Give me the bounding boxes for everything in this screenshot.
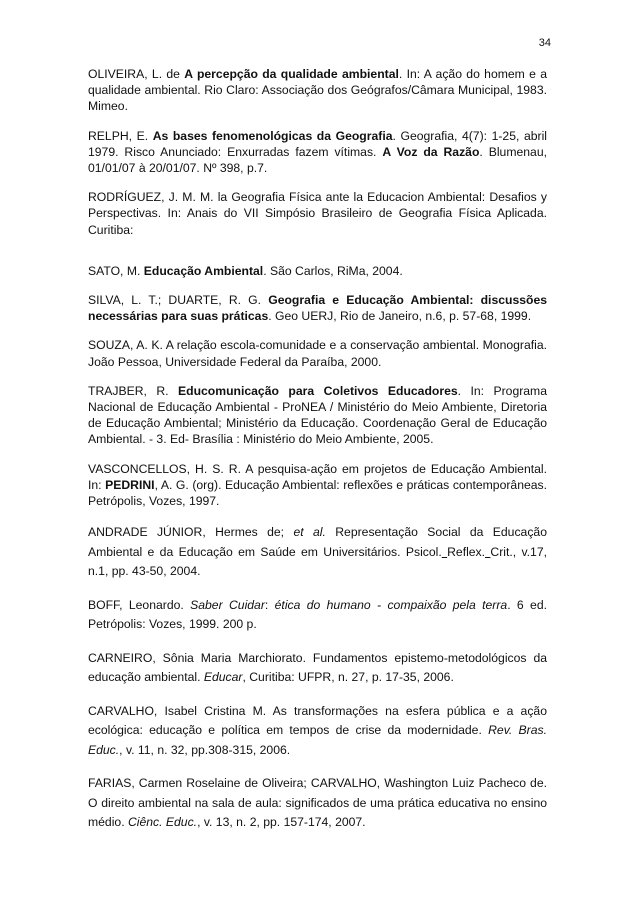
reference-text: CARVALHO, Isabel Cristina M. As transformações na esfera pública e a ação ecológica: educação e política em tempos de crise da modernidade. (88, 703, 547, 738)
reference-entry (88, 66, 547, 115)
reference-text: SILVA, L. T.; DUARTE, R. G. (88, 293, 269, 308)
reference-text: SATO, M. (88, 263, 144, 278)
reference-text: BOFF, Leonardo. (88, 597, 191, 612)
reference-text: . In: A ação do homem e a qualidade ambiental. Rio Claro: Associação dos Geógrafos/Câmara Municipal, 1983. Mimeo. (88, 67, 547, 114)
reference-entry (88, 596, 547, 635)
reference-text: ANDRADE JÚNIOR, Hermes de; (88, 525, 294, 540)
reference-text: RELPH, E. (88, 128, 153, 143)
reference-entry (88, 523, 547, 582)
reference-text: FARIAS, Carmen Roselaine de Oliveira; CARVALHO, Washington Luiz Pacheco de. O direito ambiental na sala de aula: significados de uma prática educativa no ensino médio. (88, 776, 547, 830)
reference-text: , Curitiba: UFPR, n. 27, p. 17-35, 2006. (242, 670, 454, 685)
reference-text: Representação Social da Educação Ambiental e da Educação em Saúde em Universitários. Psicol. (88, 525, 547, 559)
reference-text: TRAJBER, R. (88, 383, 179, 398)
reference-text: VASCONCELLOS, H. S. R. A pesquisa-ação em projetos de Educação Ambiental. In: (88, 461, 547, 492)
reference-text: . Geo UERJ, Rio de Janeiro, n.6, p. 57-68, 1999. (268, 309, 532, 324)
reference-text: As bases fenomenológicas da Geografia (152, 128, 393, 143)
reference-entry (88, 189, 547, 238)
reference-entry (88, 263, 547, 279)
reference-entry (88, 383, 547, 448)
reference-text: Educar (203, 670, 243, 685)
reference-text: . Geografia, 4(7): 1-25, abril 1979. Risco Anunciado: Enxurradas fazem vítimas. (88, 128, 547, 159)
reference-text: CARNEIRO, Sônia Maria Marchiorato. Fundamentos epistemo-metodológicos da educação ambiental. (88, 650, 547, 685)
reference-text: A percepção da qualidade ambiental (184, 67, 399, 81)
reference-text: Educação Ambiental (143, 263, 264, 278)
reference-text: SOUZA, A. K. A relação escola-comunidade e a conservação ambiental. Monografia. João Pessoa, Universidade Federal da Paraíba, 2000. (88, 338, 547, 369)
reference-entry (88, 337, 547, 369)
reference-text: et al. (293, 525, 326, 540)
reference-entry (88, 128, 547, 177)
reference-text: RODRÍGUEZ, J. M. M. la Geografia Física ante la Educacion Ambiental: Desafios y Perspectivas. In: Anais do VII Simpósio Brasileiro de Geografia Física Aplicada. Curitiba: (88, 190, 547, 237)
page-number: 34 (538, 37, 551, 49)
reference-text: A Voz da Razão (382, 144, 480, 159)
reference-text: Geografia e Educação Ambiental: discussões necessárias para suas práticas (88, 293, 548, 324)
reference-text: Saber Cuidar (190, 597, 265, 612)
reference-text: PEDRINI (105, 477, 155, 492)
reference-list (88, 66, 547, 833)
reference-text: Reflex. (447, 544, 486, 559)
reference-entry (88, 774, 547, 833)
reference-text: : (264, 597, 275, 612)
reference-entry (88, 292, 547, 324)
reference-text: Educomunicação para Coletivos Educadores (178, 383, 458, 398)
reference-text: . Blumenau, 01/01/07 à 20/01/07. Nº 398, p.7. (88, 144, 547, 176)
reference-text: , v. 13, n. 2, pp. 157-174, 2007. (197, 815, 366, 830)
reference-text: , v. 11, n. 32, pp.308-315, 2006. (119, 742, 291, 757)
reference-text: , A. G. (org). Educação Ambiental: reflexões e práticas contemporâneas. Petrópolis, Vozes, 1997. (88, 477, 548, 509)
reference-entry (88, 461, 547, 510)
reference-text: Rev. Bras. Educ. (88, 723, 547, 757)
reference-text: . In: Programa Nacional de Educação Ambiental - ProNEA / Ministério do Meio Ambiente, Diretoria de Educação Ambiental; Ministério da Educação. Coordenação Geral de Educação Ambiental. - 3. Ed- Brasília : Ministério do Meio Ambiente, 2005. (88, 383, 547, 447)
reference-text: . São Carlos, RiMa, 2004. (263, 263, 403, 278)
reference-text: Ciênc. Educ. (127, 815, 198, 830)
reference-entry (88, 702, 547, 761)
reference-text: Crit., v.17, n.1, pp. 43-50, 2004. (88, 544, 547, 579)
reference-entry (88, 649, 547, 688)
reference-text: ética do humano - compaixão pela terra (274, 597, 508, 612)
reference-text: OLIVEIRA, L. de (88, 67, 185, 81)
reference-text: . 6 ed. Petrópolis: Vozes, 1999. 200 p. (88, 597, 547, 632)
